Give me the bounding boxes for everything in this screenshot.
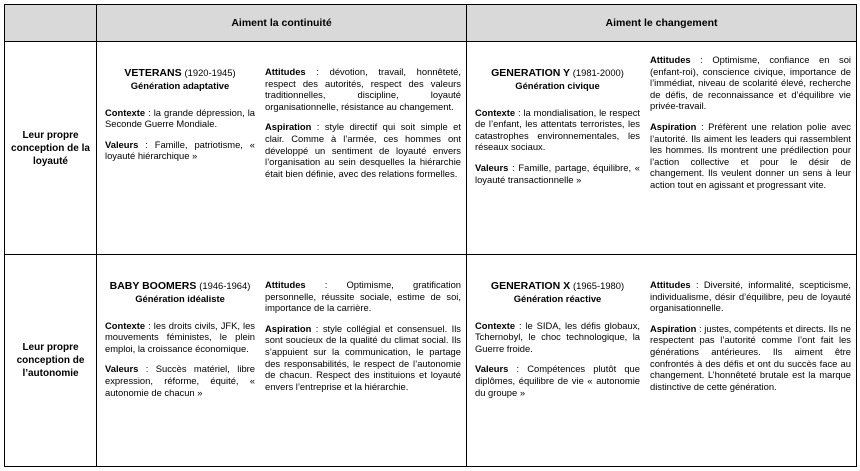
veterans-aspiration: Aspiration : style directif qui soit simple et clair. Comme à l’armée, ces hommes ont développé un sentiment de loyauté envers l’organisation au sein desquelles la hiérarchie était bien définie, avec des relations formelles.	[265, 121, 461, 179]
veterans-valeurs: Valeurs : Famille, patriotisme, « loyauté hiérarchique »	[105, 138, 255, 162]
header-row	[5, 5, 857, 42]
row-autonomy	[5, 255, 857, 467]
gen-x-aspiration: Aspiration : justes, compétents et directs. Ils ne respectent pas l’autorité comme l’ont fait les générations antérieures. Ils aiment être confrontés à des défis et ont du succès face au changement. L’honnêteté brutale est la marque distinctive de cette génération.	[650, 322, 851, 392]
gen-x-contexte: Contexte : le SIDA, les défis globaux, Tchernobyl, le choc technologique, la Guerre froide.	[475, 319, 640, 354]
gen-x-type: Génération réactive	[513, 293, 602, 304]
generations-table	[4, 4, 857, 467]
boomers-valeurs: Valeurs : Succès matériel, libre expression, réforme, équité, « autonomie de chacun »	[105, 363, 255, 398]
veterans-attitudes: Attitudes : dévotion, travail, honnêteté, respect des autorités, respect des valeurs traditionnelles, discipline, loyauté organisationnelle, résistance au changement.	[265, 66, 461, 112]
gen-x-attitudes: Attitudes : Diversité, informalité, scepticisme, individualisme, désir d’équilibre, peu de loyauté organisationnelle.	[650, 279, 851, 314]
boomers-title: BABY BOOMERS (1946-1964)	[109, 280, 251, 292]
gen-x-valeurs: Valeurs : Compétences plutôt que diplômes, équilibre de vie « autonomie du groupe »	[475, 363, 640, 398]
header-change: Aiment le changement	[467, 5, 857, 42]
gen-y-contexte: Contexte : la mondialisation, le respect de l’enfant, les attentats terroristes, les catastrophes environnementales, les réseaux sociaux.	[475, 106, 640, 153]
row-loyalty	[5, 42, 857, 255]
boomers-aspiration: Aspiration : style collégial et consensuel. Ils sont soucieux de la qualité du climat social. Ils s’appuient sur la communication, le partage des responsabilités, le respect de l’autonomie de chacun. Respect des instituions et loyauté envers l’entreprise et la hiérarchie.	[265, 322, 461, 392]
gen-x-title: GENERATION X (1965-1980)	[490, 280, 625, 292]
gen-y-type: Génération civique	[515, 80, 600, 91]
gen-y-title: GENERATION Y (1981-2000)	[491, 67, 624, 79]
gen-y-aspiration: Aspiration : Préfèrent une relation polie avec l’autorité. Ils aiment les leaders qui rassemblent les hommes. Ils montrent une prédilection pour l’action collective et pour le désir de changement. Ils veulent donner un sens à leur action tout en agissant et progressant vite.	[650, 120, 851, 190]
boomers-type: Génération idéaliste	[135, 293, 225, 304]
veterans-type: Génération adaptative	[130, 80, 230, 91]
boomers-attitudes: Attitudes : Optimisme, gratification personnelle, réussite sociale, estime de soi, importance de la carrière.	[265, 279, 461, 314]
gen-y-valeurs: Valeurs : Famille, partage, équilibre, « loyauté transactionnelle »	[475, 161, 640, 185]
veterans-title: VETERANS (1920-1945)	[124, 67, 236, 79]
header-continuity: Aiment la continuité	[97, 5, 467, 42]
row-label-loyalty: Leur propre conception de la loyauté	[5, 42, 97, 255]
row-label-autonomy: Leur propre conception de l’autonomie	[5, 255, 97, 467]
cell-veterans	[97, 42, 467, 255]
cell-baby-boomers	[97, 255, 467, 467]
gen-y-attitudes: Attitudes : Optimisme, confiance en soi (enfant-roi), conscience civique, importance de l’immédiat, niveau de scolarité élevé, recherche de défis, de reconnaissance et d’équilibre vie privée-travail.	[650, 54, 851, 112]
header-corner	[5, 5, 97, 42]
boomers-contexte: Contexte : les droits civils, JFK, les mouvements féministes, le plein emploi, la croissance économique.	[105, 319, 255, 354]
cell-generation-y	[467, 42, 857, 255]
cell-generation-x	[467, 255, 857, 467]
veterans-contexte: Contexte : la grande dépression, la Seconde Guerre Mondiale.	[105, 106, 255, 130]
